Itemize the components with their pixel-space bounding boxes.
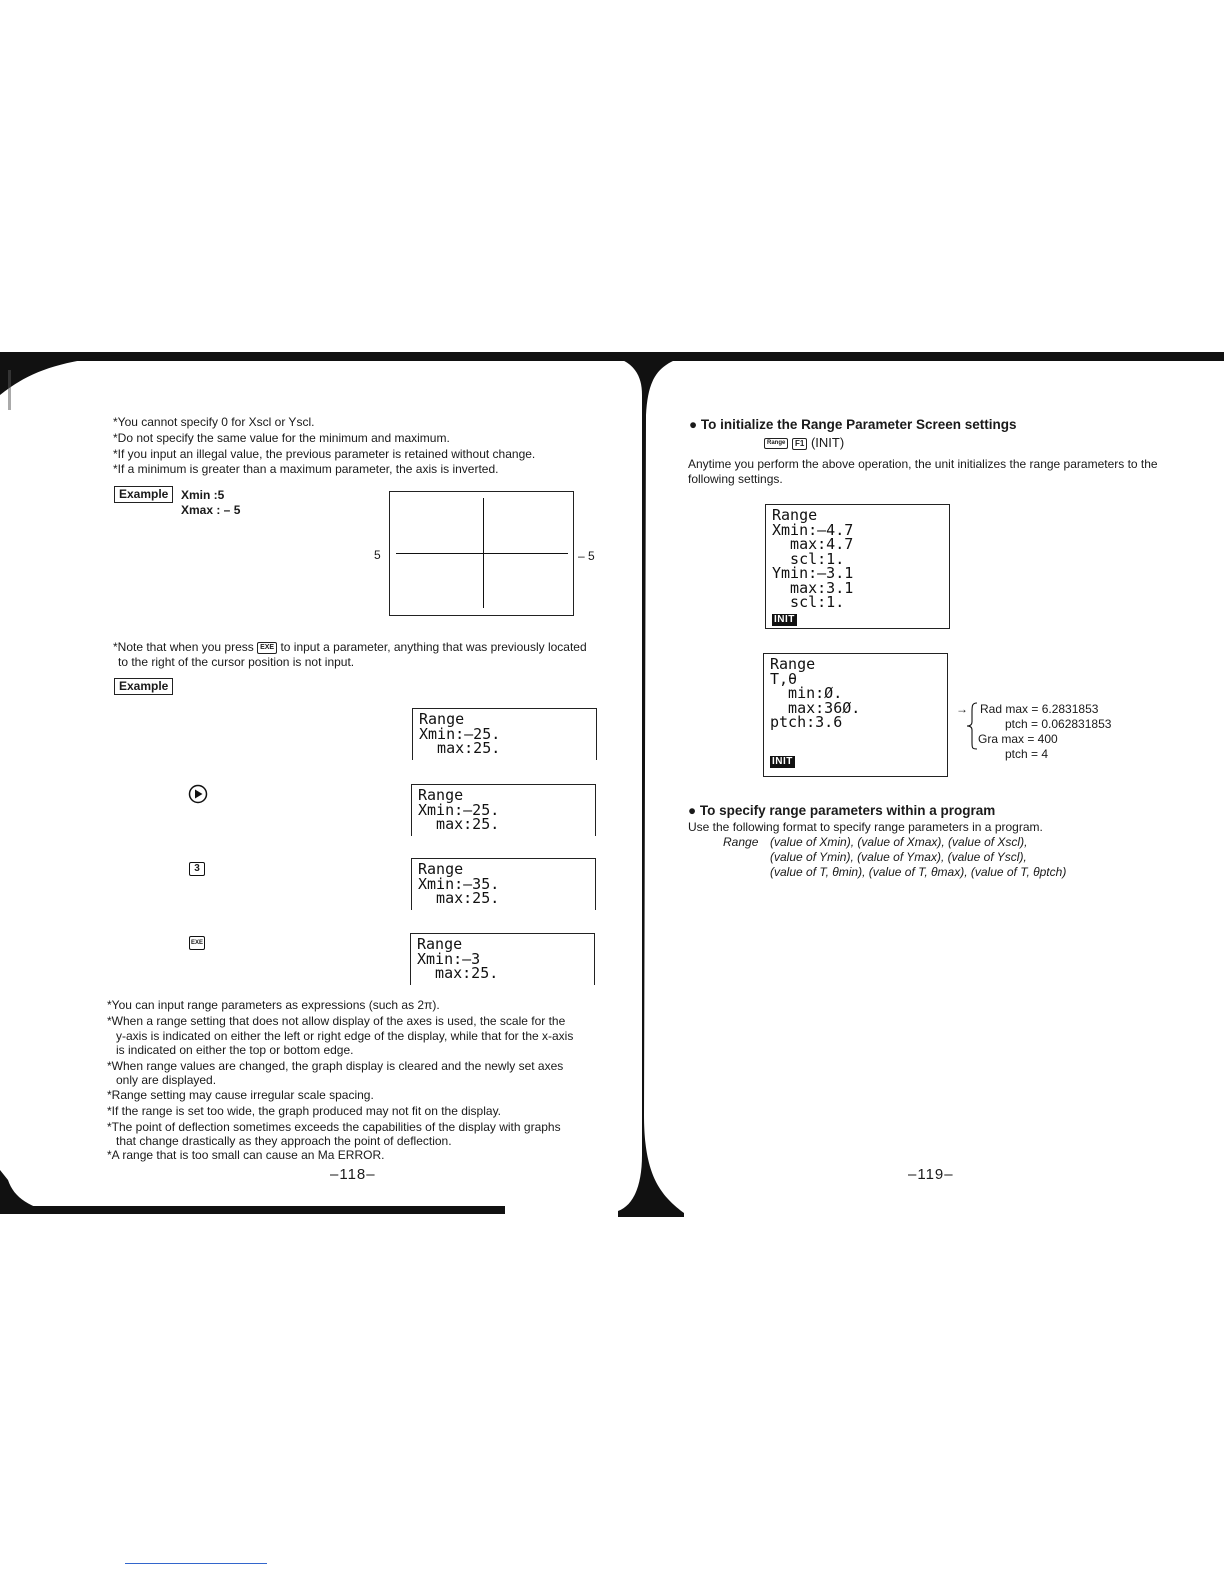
lcd-screen-step2 [411, 784, 596, 836]
lcd-line: Ymin:–3.1 [772, 564, 854, 582]
lcd-screen-step4 [410, 933, 595, 985]
lcd-line: min:Ø. [770, 684, 843, 702]
page-number-left: –118– [330, 1166, 376, 1183]
note-ma-error: *A range that is too small can cause an Ma ERROR. [107, 1148, 385, 1162]
lcd-line: scl:1. [772, 549, 845, 568]
left-edge-speckle [8, 370, 11, 410]
graph-display [389, 491, 574, 616]
note-exe-part2: to input a parameter, anything that was previously located [280, 640, 587, 654]
note-deflection-line1: *The point of deflection sometimes exceeds the capabilities of the display with graphs [107, 1120, 561, 1134]
note-too-wide: *If the range is set too wide, the graph produced may not fit on the display. [107, 1104, 502, 1118]
intro-line2: following settings. [688, 472, 783, 486]
key-sequence-init [764, 435, 844, 450]
page-number-right: –119– [908, 1166, 954, 1183]
example1-xmax: Xmax : – 5 [181, 503, 241, 517]
right-cursor-key-icon [188, 784, 208, 804]
f1-key-icon: F1 [792, 438, 807, 450]
lcd-line: scl:1. [772, 593, 845, 611]
note-illegal-value: *If you input an illegal value, the previous parameter is retained without change. [113, 447, 536, 461]
lcd-line: Xmin:–4.7 [772, 520, 854, 539]
lcd-line: Xmin:–3 [417, 949, 481, 968]
exe-key-icon: EXE [189, 936, 205, 950]
note-xscl: *You cannot specify 0 for Xscl or Yscl. [113, 415, 315, 429]
three-key-icon: 3 [189, 862, 205, 876]
lcd-line: max:25. [419, 739, 501, 757]
side-arrow-icon: → [956, 702, 968, 716]
lcd-screen-step1 [412, 708, 597, 760]
lcd-line: max:25. [417, 964, 499, 982]
gra-ptch-value: ptch = 4 [1005, 747, 1049, 761]
init-softkey: INIT [774, 613, 795, 625]
lcd-screen-step3 [411, 858, 596, 910]
lcd-line: max:3.1 [772, 578, 854, 597]
note-axes-line1: *When a range setting that does not allow display of the axes is used, the scale for the [107, 1014, 566, 1028]
range-key-icon: Range [764, 438, 788, 449]
left-bottom-band [0, 1206, 505, 1214]
left-bottom-corner [0, 1170, 60, 1214]
heading-program: ● To specify range parameters within a program [688, 803, 996, 818]
lcd-line: Range [772, 506, 818, 524]
graph-x-axis [396, 553, 568, 554]
note-exe-line2: to the right of the cursor position is not input. [118, 655, 355, 669]
gra-max-value: Gra max = 400 [978, 732, 1058, 746]
graph-right-label: – 5 [578, 549, 595, 563]
lcd-line: Xmin:–25. [418, 800, 500, 819]
example-label-2: Example [114, 678, 173, 695]
heading-initialize: ● To initialize the Range Parameter Screen settings [689, 417, 1017, 432]
format-keyword: Range [723, 835, 759, 849]
note-axes-line3: is indicated on either the top or bottom edge. [116, 1043, 354, 1057]
lcd-line: T,θ [770, 669, 798, 688]
lcd-line: Range [418, 860, 464, 878]
graph-y-axis [483, 498, 484, 608]
note-values-changed-line2: only are displayed. [116, 1073, 217, 1087]
lcd-line: max:36Ø. [770, 698, 861, 717]
lcd-line: Range [419, 710, 465, 728]
brace-icon [966, 702, 978, 750]
graph-left-label: 5 [374, 548, 381, 562]
center-gutter-shadow [600, 355, 690, 1225]
note-axis-inverted: *If a minimum is greater than a maximum parameter, the axis is inverted. [113, 462, 499, 476]
example-label-1: Example [114, 486, 173, 503]
lcd-line: Xmin:–25. [419, 724, 501, 743]
format-line2: (value of Ymin), (value of Ymax), (value of Yscl), [770, 850, 1027, 864]
note-values-changed-line1: *When range values are changed, the graph display is cleared and the newly set axes [107, 1059, 564, 1073]
exe-key-icon: EXE [257, 642, 277, 654]
lcd-line: Range [770, 655, 816, 673]
intro-line1: Anytime you perform the above operation, the unit initializes the range parameters to the [688, 457, 1158, 471]
format-line1: (value of Xmin), (value of Xmax), (value of Xscl), [770, 835, 1028, 849]
lcd-line: ptch:3.6 [770, 713, 843, 731]
format-line3: (value of T, θmin), (value of T, θmax), (value of T, θptch) [770, 865, 1067, 879]
note-exe-part1: *Note that when you press [113, 640, 254, 654]
note-same-value: *Do not specify the same value for the minimum and maximum. [113, 431, 450, 445]
init-label: (INIT) [810, 435, 845, 450]
example1-xmin: Xmin :5 [181, 488, 225, 502]
rad-ptch-value: ptch = 0.062831853 [1005, 717, 1112, 731]
note-deflection-line2: that change drastically as they approach the point of deflection. [116, 1134, 452, 1148]
lcd-line: Xmin:–35. [418, 874, 500, 893]
init-softkey: INIT [772, 756, 793, 767]
scan-underline-artifact [125, 1563, 267, 1564]
note-irregular-scale: *Range setting may cause irregular scale spacing. [107, 1088, 374, 1102]
note-expressions: *You can input range parameters as expressions (such as 2π). [107, 998, 440, 1012]
left-page-corner-shadow [0, 355, 120, 395]
lcd-screen-init-t-theta [763, 653, 948, 777]
lcd-line: max:4.7 [772, 535, 854, 553]
program-intro: Use the following format to specify range parameters in a program. [688, 820, 1043, 834]
rad-max-value: Rad max = 6.2831853 [980, 702, 1099, 716]
lcd-line: max:25. [418, 815, 500, 833]
note-exe-line1 [113, 640, 587, 655]
lcd-line: Range [417, 935, 463, 953]
lcd-line: Range [418, 786, 464, 804]
note-axes-line2: y-axis is indicated on either the left or right edge of the display, while that for the x-axis [116, 1029, 574, 1043]
lcd-screen-init-xy [765, 504, 950, 629]
lcd-line: max:25. [418, 889, 500, 907]
